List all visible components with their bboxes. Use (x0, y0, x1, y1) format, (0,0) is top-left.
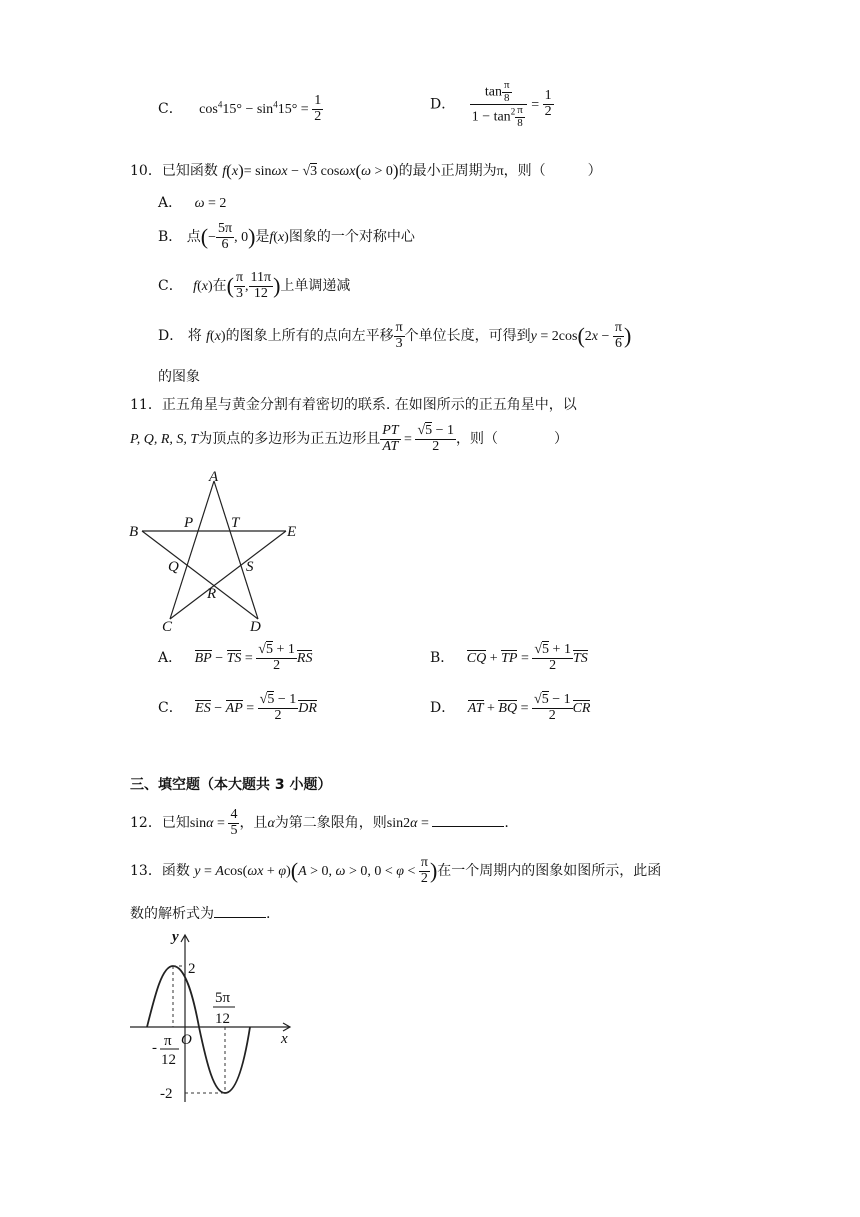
origin-label: O (181, 1032, 192, 1048)
option-label: D． (430, 96, 456, 113)
q11-stem-line2: P, Q, R, S, T为顶点的多边形为正五边形且 $\frac{PT}{AT}$ = $\frac{√5 - 1}{2}$ ，则（ ） (130, 423, 569, 454)
label-s: S (246, 559, 254, 575)
stem-text: 的最小正周期为 (398, 163, 497, 179)
label-c: C (162, 619, 173, 635)
label-e: E (287, 524, 297, 540)
q10-option-c: C． f(x)在( $\frac{\pi}{3}$ , $\frac{11\pi}{12}$ )上单调递减 (158, 270, 351, 301)
star-edge-b-d (142, 531, 258, 619)
option-text: 个单位长度，可得到 (404, 328, 531, 345)
option-label: A． (158, 650, 183, 667)
q11-option-c: C． ES − AP = $\frac{√5 - 1}{2}$ DR (158, 692, 317, 723)
y-axis-label: y (172, 929, 179, 945)
label-p: P (184, 515, 194, 531)
x-axis-label: x (281, 1031, 288, 1047)
q10-option-d-cont: 的图象 (158, 369, 200, 385)
q11-stem-line1 (130, 394, 577, 414)
neg-pi-label: π (164, 1033, 172, 1049)
label-a: A (209, 469, 219, 485)
question-number: 12． (130, 815, 162, 832)
star-edge-e-c (170, 531, 286, 619)
option-label: A． (158, 195, 183, 211)
neg-sign: - (152, 1040, 157, 1056)
label-b: B (129, 524, 139, 540)
neg-pi-denominator: 12 (161, 1052, 176, 1068)
cosine-graph (125, 925, 300, 1110)
stem-text: 函数 (161, 863, 190, 880)
cosine-curve (147, 966, 250, 1093)
answer-blank[interactable] (432, 826, 504, 827)
five-pi-denominator: 12 (215, 1011, 230, 1027)
q9-option-c: C． $\cos^415^\circ - \sin^415^\circ$ = $\frac{1}{2}$ (158, 93, 322, 124)
stem-text: 在一个周期内的图象如图所示，此函 (437, 863, 662, 880)
option-label: D． (430, 700, 456, 717)
stem-text: 为顶点的多边形为正五边形且 (198, 431, 381, 448)
option-label: B． (430, 650, 455, 667)
option-label: B． (158, 229, 183, 246)
question-number: 10． (130, 163, 162, 179)
q11-option-b: B． CQ + TP = $\frac{√5 + 1}{2}$ TS (430, 642, 588, 673)
max-value-label: 2 (188, 961, 196, 977)
q12-stem: 12．已知sinα = $\frac{4}{5}$ ，且α为第二象限角，则sin2α = . (130, 807, 509, 838)
option-label: C． (158, 101, 183, 118)
label-d: D (250, 619, 261, 635)
q10-option-b: B． 点(− $\frac{5\pi}{6}$ , 0)是f(x)图象的一个对称中心 (158, 221, 415, 252)
q13-stem-line2 (130, 903, 270, 923)
q10-stem: 10．已知函数 f(x)= sinωx − √3 cosωx(ω > 0)的最小正周期为π，则（ ） (130, 161, 602, 180)
label-t: T (231, 515, 240, 531)
option-label: C． (158, 278, 183, 295)
q9-option-d: D． tan $\frac{\pi}{8}$ $1 - \tan^2$ $\frac{\pi}{8}$ = $\frac{1}{2}$ (430, 79, 552, 129)
answer-blank[interactable] (214, 917, 266, 918)
section-title: 三、填空题（本大题共 3 小题） (130, 777, 332, 793)
star-edge-a-d (214, 481, 258, 619)
q10-option-a: A． ω = 2 (158, 195, 227, 211)
q10-option-d: D． 将 f(x)的图象上所有的点向左平移 $\frac{\pi}{3}$ 个单位长度，可得到y = 2cos(2x − $\frac{\pi}{6}$ ) (158, 320, 632, 351)
q11-option-a: A． BP − TS = $\frac{√5 + 1}{2}$ RS (158, 642, 313, 673)
option-text: 是 (255, 229, 270, 246)
stem-text: . (266, 906, 271, 922)
stem-text: 为第二象限角，则 (274, 815, 387, 832)
pentagram-figure (125, 465, 305, 635)
label-q: Q (168, 559, 179, 575)
min-value-label: -2 (160, 1086, 173, 1102)
stem-text: . (504, 815, 509, 832)
option-text: 的图象上所有的点向左平移 (225, 328, 394, 345)
stem-text: 已知 (161, 815, 190, 832)
option-text: 图象的一个对称中心 (288, 229, 415, 246)
stem-text: 数的解析式为 (130, 906, 214, 922)
q11-option-d: D． AT + BQ = $\frac{√5 - 1}{2}$ CR (430, 692, 591, 723)
stem-text: ，且 (239, 815, 268, 832)
label-r: R (207, 586, 217, 602)
question-number: 11． (130, 397, 162, 413)
q13-stem: 13．函数 y = Acos(ωx + φ)(A > 0, ω > 0, 0 < φ < $\frac{\pi}{2}$ )在一个周期内的图象如图所示，此函 (130, 855, 662, 886)
option-text: 上单调递减 (280, 278, 351, 295)
option-text: 点 (186, 229, 201, 246)
option-text: 在 (212, 278, 227, 295)
option-text: 将 (187, 328, 202, 345)
question-number: 13． (130, 863, 162, 880)
stem-text: 正五角星与黄金分割有着密切的联系. 在如图所示的正五角星中，以 (161, 397, 577, 413)
option-label: D． (158, 328, 184, 345)
stem-text: 已知函数 (161, 163, 218, 179)
stem-text: ，则（ ） (456, 431, 569, 448)
stem-text: ，则（ ） (503, 163, 602, 179)
option-label: C． (158, 700, 183, 717)
five-pi-label: 5π (215, 990, 231, 1006)
